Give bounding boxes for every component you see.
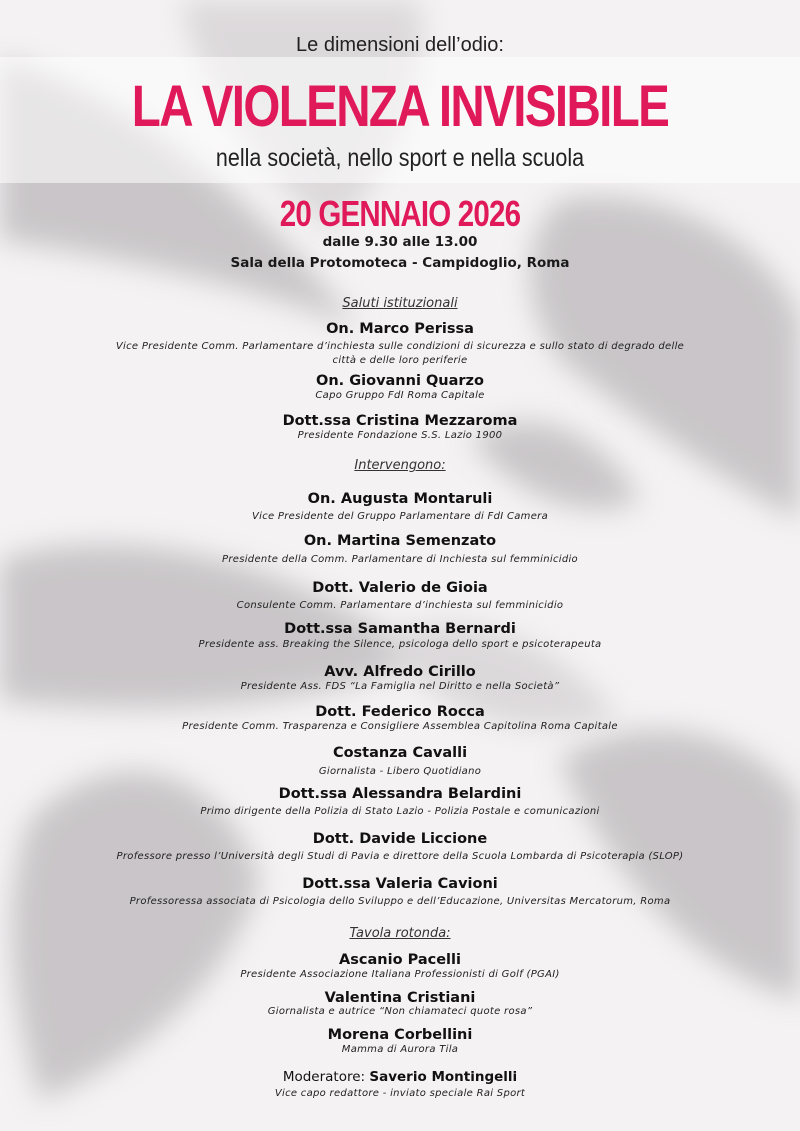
speaker-role: Presidente della Comm. Parlamentare di Inchiesta sul femminicidio xyxy=(222,554,578,565)
speaker-name: On. Marco Perissa xyxy=(326,321,474,337)
speaker-name: On. Augusta Montaruli xyxy=(307,491,493,507)
moderator-line xyxy=(0,1069,800,1085)
event-time: dalle 9.30 alle 13.00 xyxy=(322,234,478,250)
speaker-name: Dott.ssa Samantha Bernardi xyxy=(284,621,516,637)
speaker-name: Ascanio Pacelli xyxy=(339,952,461,968)
speaker-name: On. Martina Semenzato xyxy=(303,533,497,549)
speaker-role: Professoressa associata di Psicologia dello Sviluppo e dell’Educazione, Universitas Mercatorum, Roma xyxy=(129,896,671,907)
speaker-role: Capo Gruppo FdI Roma Capitale xyxy=(315,390,485,401)
event-date: 20 GENNAIO 2026 xyxy=(279,193,521,234)
speaker-name: Morena Corbellini xyxy=(327,1027,473,1043)
speaker-name: Dott. Davide Liccione xyxy=(312,831,488,847)
section-heading-saluti: Saluti istituzionali xyxy=(342,296,458,311)
speaker-name: Costanza Cavalli xyxy=(332,745,468,761)
section-heading-intervengono: Intervengono: xyxy=(354,458,446,473)
moderator-label: Moderatore: xyxy=(282,1069,366,1085)
speaker-role: Primo dirigente della Polizia di Stato Lazio - Polizia Postale e comunicazioni xyxy=(200,806,600,817)
speaker-name: Valentina Cristiani xyxy=(324,990,476,1006)
section-heading-tavola-rotonda: Tavola rotonda: xyxy=(349,926,451,941)
speaker-role: Presidente ass. Breaking the Silence, psicologa dello sport e psicoterapeuta xyxy=(198,639,602,650)
event-title: LA VIOLENZA INVISIBILE xyxy=(131,74,669,139)
speaker-role: Professore presso l’Università degli Studi di Pavia e direttore della Scuola Lombarda di Psicoterapia (SLOP) xyxy=(116,851,684,862)
speaker-name: Dott.ssa Alessandra Belardini xyxy=(278,786,522,802)
speaker-role: Vice Presidente Comm. Parlamentare d’inchiesta sulle condizioni di sicurezza e sullo stato di degrado delle xyxy=(115,341,685,352)
speaker-name: Avv. Alfredo Cirillo xyxy=(324,664,476,680)
speaker-role: Giornalista - Libero Quotidiano xyxy=(318,766,482,777)
pretitle: Le dimensioni dell’odio: xyxy=(296,34,504,56)
speaker-role: Consulente Comm. Parlamentare d’inchiesta sul femminicidio xyxy=(236,600,564,611)
moderator-name: Saverio Montingelli xyxy=(369,1069,518,1085)
speaker-role: Giornalista e autrice “Non chiamateci quote rosa” xyxy=(267,1006,533,1017)
speaker-name: Dott. Federico Rocca xyxy=(315,704,485,720)
speaker-role: Presidente Ass. FDS “La Famiglia nel Diritto e nella Società” xyxy=(240,681,560,692)
moderator-role: Vice capo redattore - inviato speciale Rai Sport xyxy=(274,1088,526,1099)
speaker-role: Mamma di Aurora Tila xyxy=(341,1044,459,1055)
speaker-role: Presidente Comm. Trasparenza e Consigliere Assemblea Capitolina Roma Capitale xyxy=(182,721,618,732)
speaker-role: Vice Presidente del Gruppo Parlamentare di FdI Camera xyxy=(251,511,549,522)
speaker-name: Dott.ssa Valeria Cavioni xyxy=(302,876,498,892)
speaker-role: Presidente Fondazione S.S. Lazio 1900 xyxy=(297,430,503,441)
speaker-name: Dott.ssa Cristina Mezzaroma xyxy=(282,413,518,429)
event-venue: Sala della Protomoteca - Campidoglio, Roma xyxy=(230,255,570,271)
speaker-name: Dott. Valerio de Gioia xyxy=(312,580,488,596)
event-subtitle: nella società, nello sport e nella scuola xyxy=(215,144,585,172)
speaker-role: città e delle loro periferie xyxy=(332,355,468,366)
speaker-role: Presidente Associazione Italiana Professionisti di Golf (PGAI) xyxy=(240,969,560,980)
speaker-name: On. Giovanni Quarzo xyxy=(316,373,484,389)
